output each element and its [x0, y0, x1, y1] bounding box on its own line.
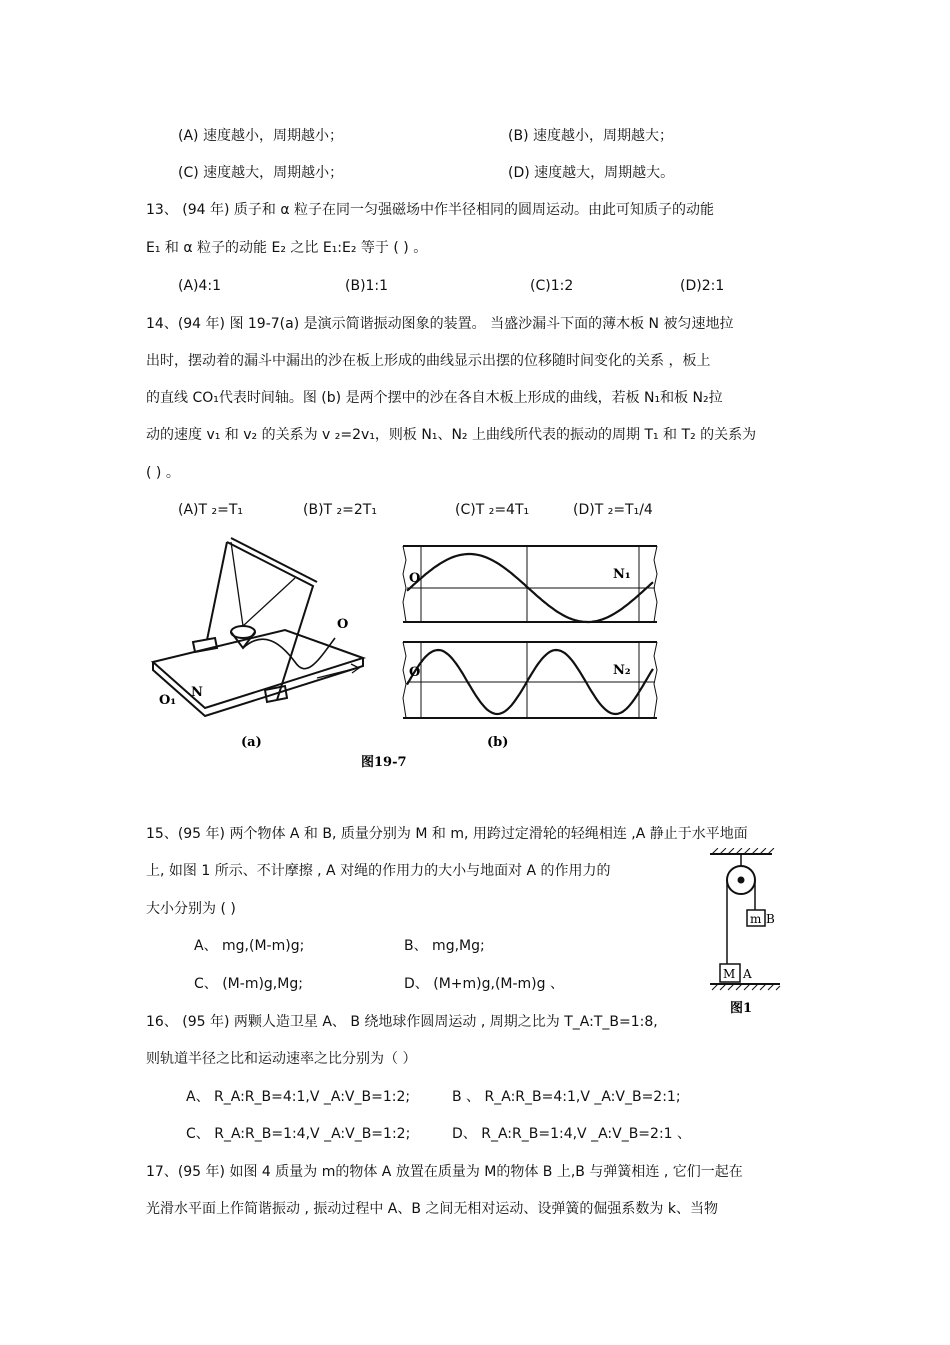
figure-b-top-strip	[403, 546, 657, 622]
label-m: m	[750, 912, 762, 926]
label-A: A	[743, 967, 752, 981]
figure-19-7	[145, 530, 665, 775]
q15-option-b: B、 mg,Mg;	[404, 938, 485, 954]
q12-option-c: (C) 速度越大，周期越小；	[178, 165, 344, 181]
q17-stem-line2: 光滑水平面上作简谐振动 , 振动过程中 A、B 之间无相对运动、设弹簧的倔强系数为 k、当物	[146, 1201, 718, 1217]
q15-stem-line3: 大小分别为 ( )	[146, 901, 236, 917]
q14-stem-line3: 的直线 CO₁代表时间轴。图 (b) 是两个摆中的沙在各自木板上形成的曲线，若板 N₁和板 N₂拉	[146, 390, 723, 406]
figure-b-bottom-strip	[403, 642, 657, 718]
label-b-N1: N₁	[613, 567, 631, 582]
label-a: (a)	[241, 735, 262, 750]
label-M: M	[723, 967, 736, 981]
figure-a-apparatus	[153, 538, 363, 716]
q14-stem-line4: 动的速度 v₁ 和 v₂ 的关系为 v ₂=2v₁，则板 N₁、N₂ 上曲线所代表的振动的周期 T₁ 和 T₂ 的关系为	[146, 427, 757, 443]
q12-option-b: (B) 速度越小，周期越大；	[508, 128, 673, 144]
q15-option-d: D、 (M+m)g,(M-m)g 、	[404, 976, 564, 992]
q14-option-b: (B)T ₂=2T₁	[303, 502, 377, 518]
label-a-N: N	[191, 685, 203, 700]
q15-option-c: C、 (M-m)g,Mg;	[194, 976, 303, 992]
figure-1-caption: 图1	[730, 1001, 753, 1016]
q16-stem-line1: 16、 (95 年) 两颗人造卫星 A、 B 绕地球作圆周运动 , 周期之比为 T_A:T_B=1:8,	[146, 1014, 658, 1030]
q12-option-a: (A) 速度越小，周期越小；	[178, 128, 343, 144]
figure-19-7-caption: 图19-7	[361, 755, 407, 770]
q16-option-d: D、 R_A:R_B=1:4,V _A:V_B=2:1 、	[452, 1126, 692, 1142]
q12-option-d: (D) 速度越大，周期越大。	[508, 165, 675, 181]
label-B: B	[766, 912, 775, 926]
q14-stem-line1: 14、(94 年) 图 19-7(a) 是演示简谐振动图象的装置。 当盛沙漏斗下面的薄木板 N 被匀速地拉	[146, 316, 734, 332]
q16-option-c: C、 R_A:R_B=1:4,V _A:V_B=1:2;	[186, 1126, 411, 1142]
label-b: (b)	[487, 735, 509, 750]
label-b-O-bottom: O	[409, 665, 421, 680]
label-a-O: O	[337, 617, 349, 632]
q14-stem-line5: ( ) 。	[146, 465, 180, 481]
q13-stem-line1: 13、 (94 年) 质子和 α 粒子在同一匀强磁场中作半径相同的圆周运动。由此可知质子的动能	[146, 202, 715, 218]
q13-option-d: (D)2:1	[680, 278, 725, 294]
q15-stem-line2: 上, 如图 1 所示、不计摩擦 , A 对绳的作用力的大小与地面对 A 的作用力的	[146, 863, 611, 879]
q16-option-a: A、 R_A:R_B=4:1,V _A:V_B=1:2;	[186, 1089, 411, 1105]
label-b-O-top: O	[409, 571, 421, 586]
q14-option-c: (C)T ₂=4T₁	[455, 502, 530, 518]
q13-stem-line2: E₁ 和 α 粒子的动能 E₂ 之比 E₁:E₂ 等于 ( ) 。	[146, 240, 428, 256]
q13-option-a: (A)4:1	[178, 278, 222, 294]
label-a-O1: O₁	[159, 693, 177, 708]
label-b-N2: N₂	[613, 663, 631, 678]
q14-stem-line2: 出时，摆动着的漏斗中漏出的沙在板上形成的曲线显示出摆的位移随时间变化的关系 ，板上	[146, 353, 711, 369]
q15-stem-line1: 15、(95 年) 两个物体 A 和 B, 质量分别为 M 和 m, 用跨过定滑轮的轻绳相连 ,A 静止于水平地面	[146, 826, 748, 842]
q13-option-c: (C)1:2	[530, 278, 574, 294]
q13-option-b: (B)1:1	[345, 278, 389, 294]
q16-stem-line2: 则轨道半径之比和运动速率之比分别为（ ）	[146, 1051, 417, 1067]
q15-option-a: A、 mg,(M-m)g;	[194, 938, 305, 954]
q14-option-d: (D)T ₂=T₁/4	[573, 502, 653, 518]
q17-stem-line1: 17、(95 年) 如图 4 质量为 m的物体 A 放置在质量为 M的物体 B 上,B 与弹簧相连 , 它们一起在	[146, 1164, 743, 1180]
q14-option-a: (A)T ₂=T₁	[178, 502, 244, 518]
q16-option-b: B 、 R_A:R_B=4:1,V _A:V_B=2:1;	[452, 1089, 681, 1105]
figure-1-pulley	[700, 848, 790, 1020]
